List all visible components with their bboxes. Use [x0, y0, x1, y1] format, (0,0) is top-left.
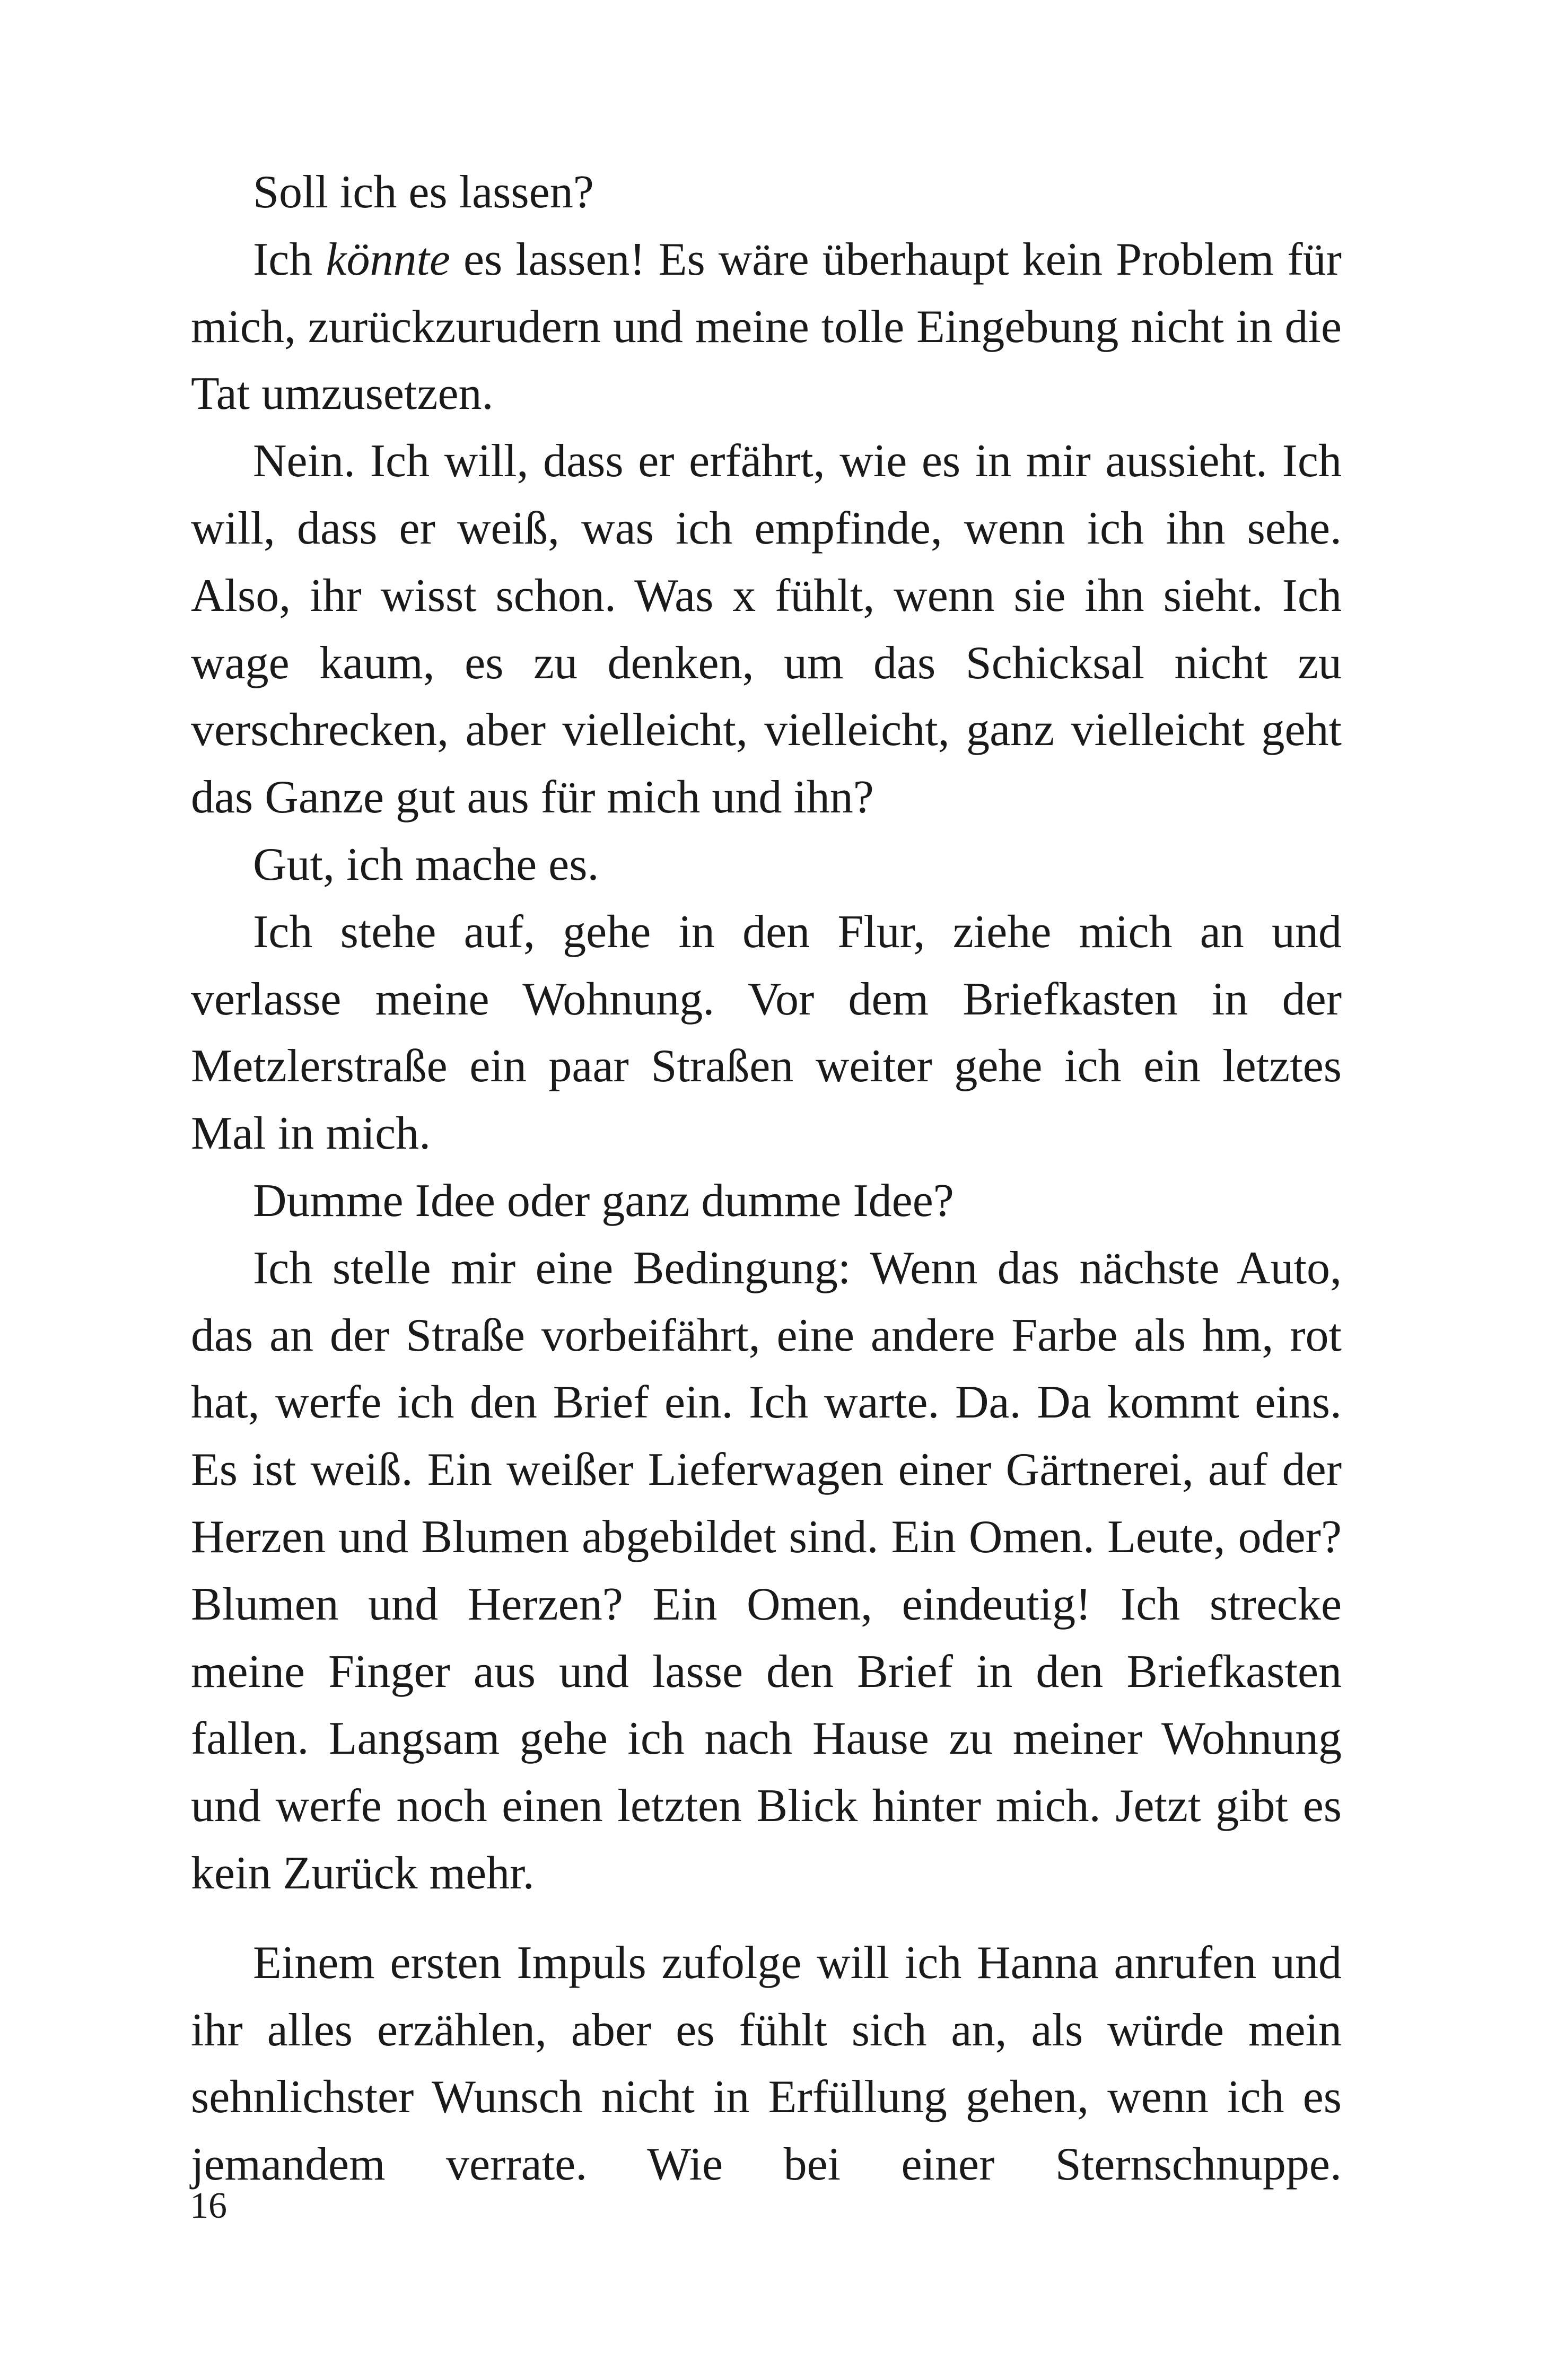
paragraph-6-text: Dumme Idee oder ganz dumme Idee? [253, 1175, 954, 1227]
paragraph-2 [191, 226, 1342, 428]
page-number: 16 [190, 2185, 227, 2226]
paragraph-7-text: Ich stelle mir eine Bedingung: Wenn das nächste Auto, das an der Straße vorbeifährt, eine andere Farbe als hm, rot hat, werfe ich den Brief ein. Ich warte. Da. Da kommt eins. Es ist weiß. Ein weißer Lieferwagen einer Gärtnerei, auf der Herzen und Blumen abgebildet sind. Ein Omen. Leute, oder? Blumen und Herzen? Ein Omen, eindeutig! Ich strecke meine Finger aus und lasse den Brief in den Briefkasten fallen. Langsam gehe ich nach Hause zu meiner Wohnung und werfe noch einen letzten Blick hinter mich. Jetzt gibt es kein Zurück mehr. [191, 1242, 1342, 1899]
paragraph-1 [191, 159, 1342, 226]
paragraph-7 [191, 1235, 1342, 1908]
paragraph-1-text: Soll ich es lassen? [253, 167, 594, 218]
paragraph-8-text: Einem ersten Impuls zufolge will ich Hanna anrufen und ihr alles erzählen, aber es fühlt sich an, als würde mein sehnlichster Wunsch nicht in Erfüllung gehen, wenn ich es jemandem verrate. Wie bei einer Sternschnuppe. [191, 1937, 1342, 2191]
paragraph-2-text-b: es lassen! Es wäre überhaupt kein Problem für mich, zurückzurudern und meine tolle Eingebung nicht in die Tat umzusetzen. [191, 233, 1342, 420]
paragraph-2-emphasis: könnte [326, 233, 450, 285]
paragraph-3-text: Nein. Ich will, dass er erfährt, wie es in mir aussieht. Ich will, dass er weiß, was ich empfinde, wenn ich ihn sehe. Also, ihr wisst schon. Was x fühlt, wenn sie ihn sieht. Ich wage kaum, es zu denken, um das Schicksal nicht zu verschrecken, aber vielleicht, vielleicht, ganz vielleicht geht das Ganze gut aus für mich und ihn? [191, 435, 1342, 824]
paragraph-6 [191, 1168, 1342, 1235]
paragraph-8 [191, 1930, 1342, 2199]
page-body [191, 159, 1342, 2199]
paragraph-3 [191, 428, 1342, 832]
paragraph-2-text-a: Ich [253, 233, 326, 285]
paragraph-4-text: Gut, ich mache es. [253, 838, 599, 890]
paragraph-5-text: Ich stehe auf, gehe in den Flur, ziehe mich an und verlasse meine Wohnung. Vor dem Briefkasten in der Metzlerstraße ein paar Straßen weiter gehe ich ein letztes Mal in mich. [191, 906, 1342, 1160]
paragraph-5 [191, 899, 1342, 1168]
paragraph-4 [191, 832, 1342, 899]
